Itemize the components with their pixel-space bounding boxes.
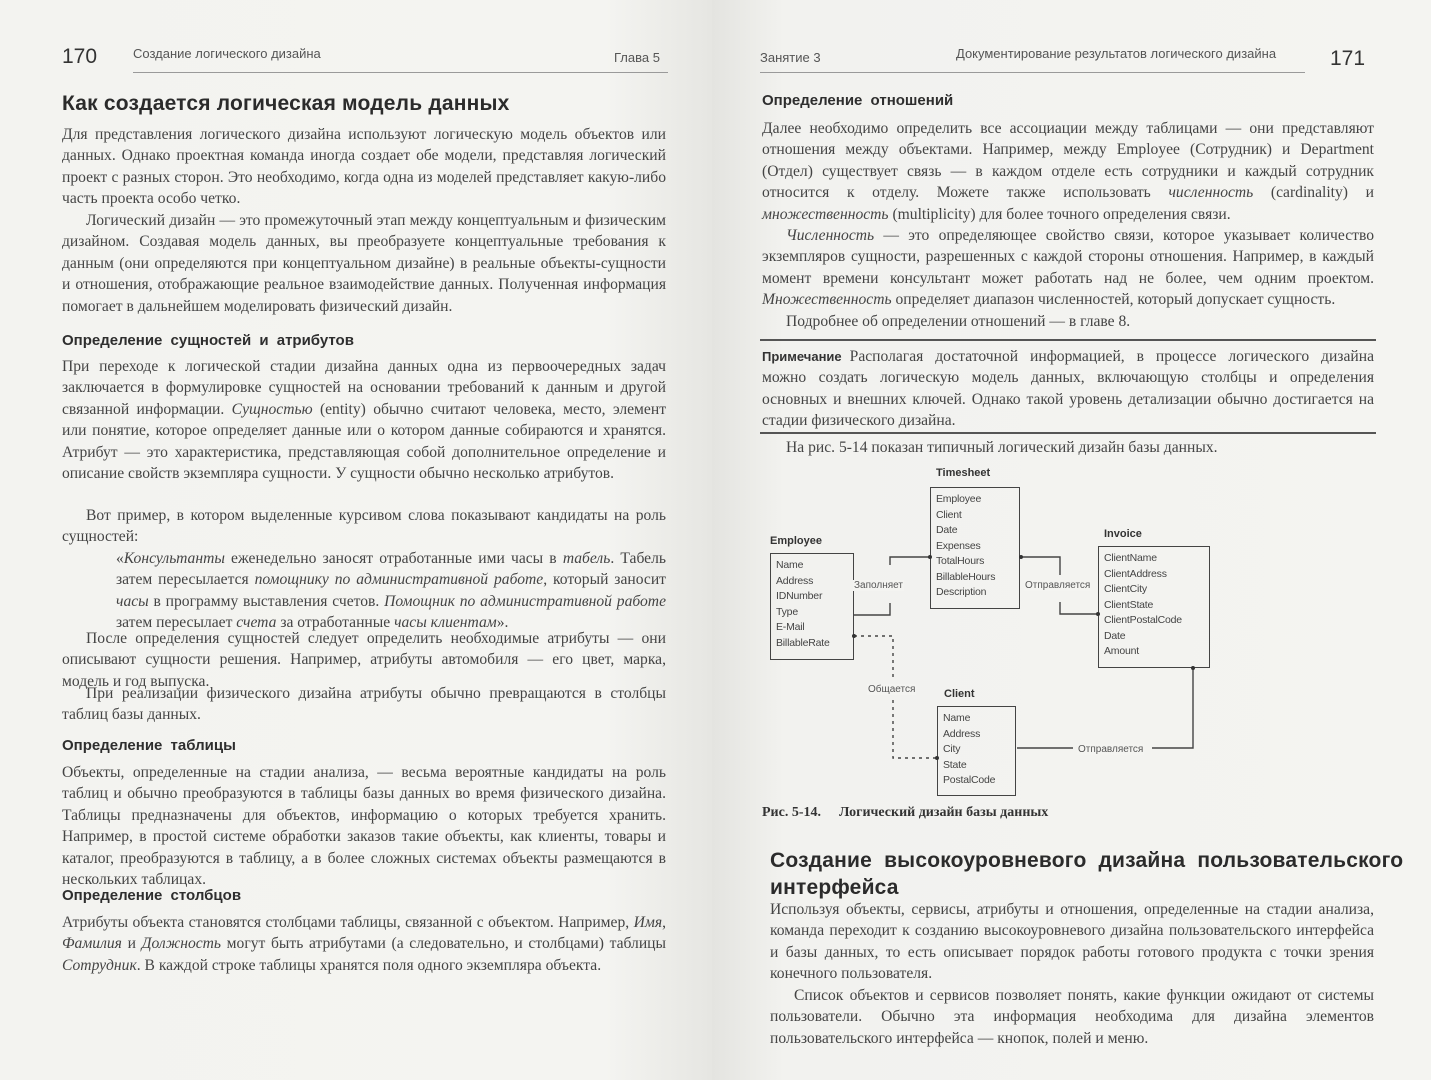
subsection-heading-entities: Определение сущностей и атрибутов — [62, 332, 354, 349]
entity-attribute: Expenses — [936, 539, 981, 552]
entity-attribute: ClientState — [1104, 598, 1154, 611]
relations-paragraph-1: Далее необходимо определить все ассоциации между таблицами — они представляют отношения между объектами. Например, между Employee (Сотрудник) и Department (Отдел) существует связь — в каждом отделе есть сотрудники и каждый сотрудник относится к отделу. Можете также использовать численность (cardinality) и множественность (multiplicity) для более точного определения связи. — [762, 120, 1374, 223]
entity-attribute: TotalHours — [936, 555, 985, 567]
subsection-heading-relations: Определение отношений — [762, 92, 954, 109]
entity-title-invoice: Invoice — [1104, 528, 1142, 540]
chapter-label: Глава 5 — [614, 50, 660, 65]
section-heading-ui: Создание высокоуровневого дизайна пользовательского интерфейса — [770, 849, 1404, 899]
running-title: Документирование результатов логического дизайна — [956, 46, 1277, 61]
left-page — [0, 0, 712, 1080]
entity-employee — [770, 553, 854, 660]
entity-title-client: Client — [944, 688, 975, 700]
entity-attribute: City — [943, 743, 961, 755]
entities-example-quote: «Консультанты еженедельно заносят отработанные ими часы в табель. Табель затем пересылается помощнику по административной работе, который заносит часы в программу выставления счетов. Помощник по административной работе затем пересылает счета за отработанные часы клиентам». — [116, 550, 666, 632]
entity-invoice — [1098, 546, 1210, 668]
section-heading: Как создается логическая модель данных — [62, 92, 510, 115]
entity-attribute: Client — [936, 508, 962, 521]
entity-attribute: ClientAddress — [1104, 567, 1167, 580]
figure-intro: На рис. 5-14 показан типичный логический дизайн базы данных. — [786, 439, 1218, 456]
entity-attribute: Type — [776, 605, 798, 618]
intro-paragraph-1: Для представления логического дизайна используют логическую модель объектов или данных. Однако проектная команда иногда создает обе модели, представляя логический проект с разных сторон. Это необходимо, когда одна из моделей представляет какую-либо часть проекта особо четко. — [62, 126, 666, 208]
entity-attribute: PostalCode — [943, 774, 996, 786]
figure-caption: Рис. 5-14. Логический дизайн базы данных — [762, 805, 1049, 820]
entity-timesheet — [930, 487, 1020, 609]
subsection-heading-tables: Определение таблицы — [62, 737, 236, 754]
intro-paragraph-2: Логический дизайн — это промежуточный этап между концептуальным и физическим дизайном. Создавая модель данных, вы преобразуете концептуальные требования к данным (они определяются при концептуальном дизайне) в реальные объекты-сущности и отношения, отображающие реальное взаимодействие данных. Полученная информация помогает в дальнейшем моделировать физический дизайн. — [62, 212, 666, 315]
entity-attribute: Amount — [1104, 645, 1139, 657]
entity-attribute: State — [943, 758, 967, 771]
entity-attribute: Address — [943, 727, 981, 740]
entities-paragraph-4: При реализации физического дизайна атрибуты обычно превращаются в столбцы таблиц базы данных. — [62, 685, 666, 724]
entity-attribute: ClientCity — [1104, 583, 1147, 595]
note-label: Примечание — [762, 349, 842, 364]
relation-label-sent-client: Отправляется — [1078, 744, 1144, 755]
note-bottom-rule — [760, 432, 1376, 434]
relations-paragraph-2: Численность — это определяющее свойство связи, которое указывает количество экземпляров сущности, разрешенных с каждой стороны отношения. Например, в каждый момент времени консультант может работать над не более, чем одним проектом. Множественность определяет диапазон численностей, который допускает сущность. — [762, 227, 1374, 309]
entities-paragraph-2: Вот пример, в котором выделенные курсивом слова показывают кандидаты на роль сущностей: — [62, 507, 666, 546]
right-page — [712, 0, 1431, 1080]
entity-attribute: Date — [936, 524, 958, 536]
relation-label-sent-invoice: Отправляется — [1025, 580, 1091, 591]
entity-attribute: Date — [1104, 629, 1126, 642]
entity-attribute: Name — [776, 559, 804, 571]
note-block: Примечание Располагая достаточной информацией, в процессе логического дизайна можно создать логическую модель данных, включающую столбцы и определения основных и внешних ключей. Однако такой уровень детализации обычно достигается на стадии физического дизайна. — [762, 348, 1374, 430]
entity-attribute: E-Mail — [776, 621, 805, 633]
relations-paragraph-3: Подробнее об определении отношений — в главе 8. — [786, 313, 1131, 330]
header-rule — [133, 72, 668, 73]
entity-attribute: ClientPostalCode — [1104, 614, 1182, 626]
entities-paragraph-1: При переходе к логической стадии дизайна данных одна из первоочередных задач заключается в формулировке сущностей на основании требований к данным и другой связанной информации. Сущностью (entity) обычно считают человека, место, элемент или понятие, которое определяет данные или о котором данные собираются и хранятся. Атрибут — это характеристика, представляющая собой дополнительное определение и описание свойств экземпляра сущности. У сущности обычно несколько атрибутов. — [62, 358, 667, 483]
entity-title-timesheet: Timesheet — [936, 467, 991, 479]
subsection-heading-columns: Определение столбцов — [62, 887, 242, 904]
relation-label-fills: Заполняет — [854, 580, 903, 591]
ui-paragraph-1: Используя объекты, сервисы, атрибуты и отношения, определенные на стадии анализа, команда переходит к созданию высокоуровневого дизайна пользовательского интерфейса и базы данных, то есть описывает порядок работы готового продукта с точки зрения конечного пользователя. — [770, 901, 1374, 983]
entity-attribute: BillableHours — [936, 570, 996, 583]
page-number: 171 — [1330, 47, 1366, 70]
entities-paragraph-3: После определения сущностей следует определить необходимые атрибуты — они описывают сущности решения. Например, атрибуты автомобиля — его цвет, марка, модель и год выпуска. — [62, 630, 666, 690]
note-top-rule — [760, 339, 1376, 341]
page-number: 170 — [62, 45, 98, 68]
running-title: Создание логического дизайна — [133, 46, 321, 61]
entity-attribute: ClientName — [1104, 552, 1157, 564]
header-rule — [760, 72, 1305, 73]
relation-label-communicates: Общается — [868, 684, 916, 695]
entity-attribute: Description — [936, 586, 987, 598]
tables-paragraph-1: Объекты, определенные на стадии анализа, — весьма вероятные кандидаты на роль таблиц и обычно преобразуются в таблицы базы данных во время физического дизайна. Таблицы предназначены для объектов, информацию о которых требуется хранить. Например, в простой системе обработки заказов такие объекты, как клиенты, товары и каталог, преобразуются в таблицу, а в более сложных системах объекты размещаются в нескольких таблицах. — [62, 764, 666, 889]
entity-attribute: Employee — [936, 493, 982, 505]
entity-attribute: Name — [943, 712, 971, 724]
lesson-label: Занятие 3 — [760, 50, 821, 65]
entity-attribute: Address — [776, 574, 814, 587]
entity-client — [937, 706, 1016, 796]
entity-attribute: IDNumber — [776, 590, 823, 602]
entity-title-employee: Employee — [770, 535, 822, 547]
columns-paragraph-1: Атрибуты объекта становятся столбцами таблицы, связанной с объектом. Например, Имя, Фамилия и Должность могут быть атрибутами (а следовательно, и столбцами) таблицы Сотрудник. В каждой строке таблицы хранятся поля одного экземпляра объекта. — [62, 914, 666, 974]
entity-attribute: BillableRate — [776, 636, 830, 649]
ui-paragraph-2: Список объектов и сервисов позволяет понять, какие функции ожидают от системы пользователи. Обычно эта информация необходима для дизайна элементов пользовательского интерфейса — кнопок, полей и меню. — [770, 987, 1374, 1047]
